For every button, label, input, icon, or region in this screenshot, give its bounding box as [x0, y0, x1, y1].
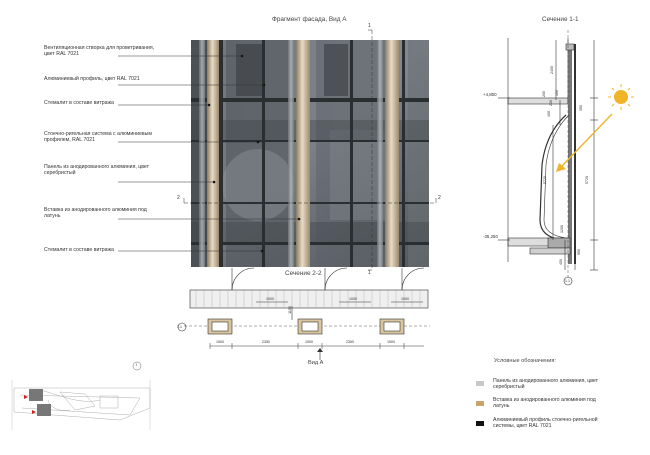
sun-ray-arrow: [556, 114, 612, 172]
dim-1200: 1200: [560, 225, 564, 233]
facade-title: Фрагмент фасада, Вид А: [272, 16, 347, 23]
legend-swatch-brass: [476, 401, 484, 406]
dim-1000-c: 1000: [401, 297, 409, 301]
axis-mark-top: 1: [368, 23, 371, 29]
dim-200-b: 200: [549, 100, 553, 106]
callout-silver-panel: Панель из анодированного алюминия, цвет серебристый: [44, 164, 150, 177]
axis-mark-right: 2: [438, 195, 441, 201]
dim-450: 450: [559, 259, 563, 265]
dim-2350-a: 2350: [262, 340, 270, 344]
site-marker-a: [24, 395, 28, 399]
legend-item-profile: Алюминиевый профиль стоечно-ригельной системы, цвет RAL 7021: [493, 417, 598, 430]
dim-2350-b: 2350: [346, 340, 354, 344]
section-1-1-axis: 1.1: [565, 279, 570, 283]
axis-mark-left: 2: [177, 195, 180, 201]
dim-1500-c: 1500: [387, 340, 395, 344]
legend-title: Условные обозначения:: [494, 358, 556, 364]
section-2-2-axis: 1.1: [177, 325, 182, 329]
section-2-2-title: Сечение 2-2: [285, 270, 322, 277]
dim-950: 950: [577, 249, 581, 255]
dim-100: 100: [555, 90, 559, 96]
facade-render: [191, 40, 429, 267]
callout-curtain-wall: Стоечно-ригельная система с алюминиевым профилем, RAL 7021: [44, 131, 152, 144]
level-bottom: -35,250: [483, 234, 498, 239]
callout-brass-insert: Вставка из анодированного алюминия под латунь: [44, 207, 147, 220]
dim-1000-a: 1000: [266, 297, 274, 301]
dim-400: 400: [547, 111, 551, 117]
dim-1000-b: 1000: [349, 297, 357, 301]
section-1-1-title: Сечение 1-1: [542, 16, 579, 23]
section-1-1-drawing: [498, 30, 598, 285]
dim-1195: 1195: [287, 306, 292, 314]
view-a-label: Вид А: [308, 360, 324, 366]
sun-icon: [608, 84, 634, 110]
section-2-2-drawing: [178, 268, 430, 360]
dim-1500-b: 1500: [305, 340, 313, 344]
callout-stemalit-bottom: Стемалит в составе витража: [44, 247, 114, 253]
dim-1500-a: 1500: [216, 340, 224, 344]
legend-item-brass: Вставка из анодированного алюминия под латунь: [493, 397, 596, 410]
legend-swatch-silver: [476, 381, 484, 386]
north-mark-letter: I: [136, 362, 138, 367]
dim-5720-inner: 5720: [543, 176, 547, 184]
callout-vent-sash: Вентиляционная створка для проветривания, цвет RAL 7021: [44, 45, 155, 58]
axis-mark-bottom: 1: [368, 270, 371, 276]
legend-item-silver: Панель из анодированного алюминия, цвет серебристый: [493, 378, 599, 391]
site-plan: [12, 380, 150, 430]
dim-200-a: 200: [542, 91, 546, 97]
callout-alu-profile: Алюминиевый профиль, цвет RAL 7021: [44, 76, 140, 82]
callout-stemalit-top: Стемалит в составе витража: [44, 100, 114, 106]
legend-swatch-profile: [476, 421, 484, 426]
dim-350: 350: [579, 105, 583, 111]
dim-5720-outer: 5720: [585, 176, 589, 184]
dim-2400: 2400: [550, 66, 554, 74]
level-top: +4,850: [483, 92, 497, 97]
